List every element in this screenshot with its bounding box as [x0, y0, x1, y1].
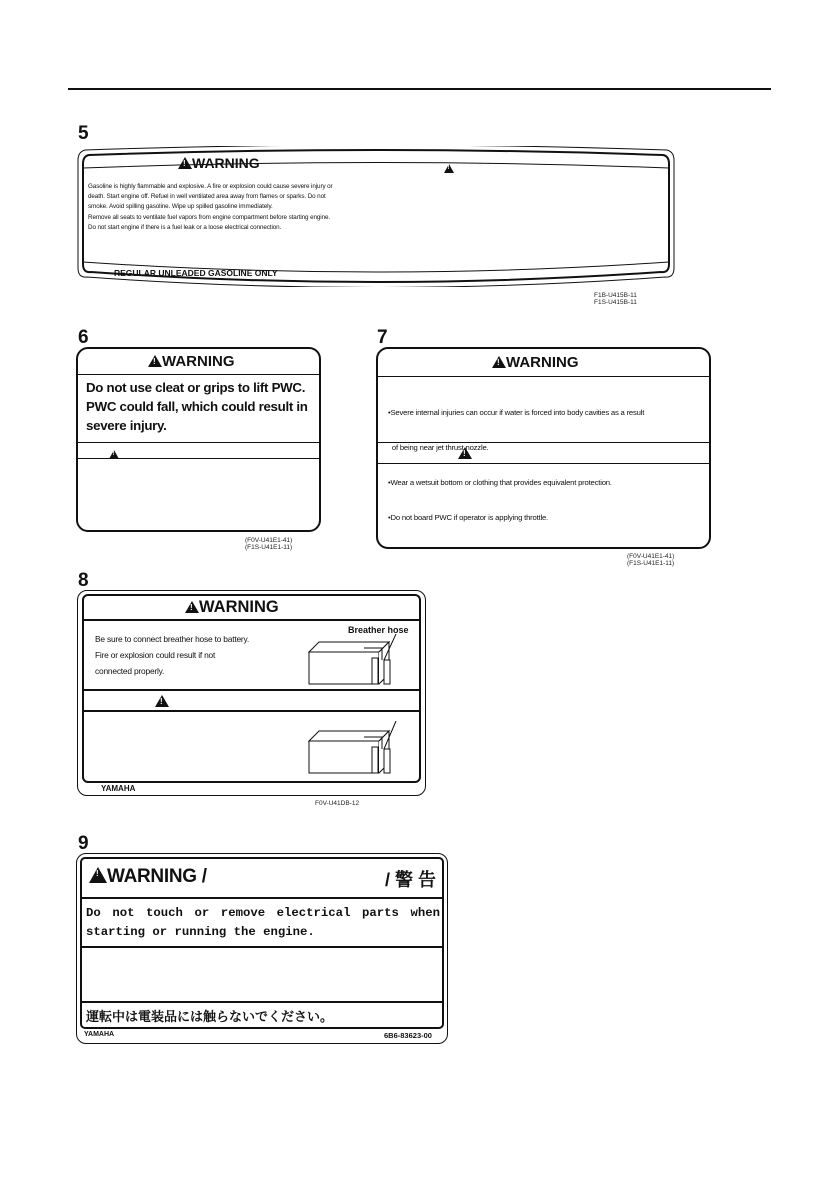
label-9-brand: YAMAHA	[84, 1031, 115, 1038]
part-code: (F1S-U41E1-11)	[245, 544, 293, 551]
warning-triangle-icon	[458, 447, 472, 459]
label-7-jet-thrust-warning	[376, 347, 711, 549]
label-7-secondary-heading	[458, 445, 472, 463]
part-code: F1S-U415B-11	[594, 299, 637, 306]
part-code: (F0V-U41E1-41)	[627, 553, 675, 560]
label-6-body-line: PWC could fall, which could result in	[86, 399, 308, 414]
label-9-body	[86, 904, 440, 942]
warning-triangle-icon	[444, 164, 454, 173]
label-7-body	[388, 384, 710, 546]
label-8-heading: !WARNING	[185, 598, 279, 617]
label-9-body-line: Do not touch or remove electrical parts when	[86, 906, 440, 920]
label-5-body-line: death. Start engine off. Refuel in well ventilated area away from flames or sparks. Do not	[88, 193, 326, 201]
label-8-body-line: Be sure to connect breather hose to battery.	[95, 634, 249, 644]
label-7-body-line: •Wear a wetsuit bottom or clothing that provides equivalent protection.	[388, 477, 612, 487]
divider	[378, 463, 709, 464]
label-5-number: 5	[78, 123, 89, 144]
label-8-number: 8	[78, 570, 89, 591]
label-7-body-line: •Severe internal injuries can occur if water is forced into body cavities as a result	[388, 408, 645, 418]
divider	[84, 689, 419, 691]
warning-triangle-icon	[492, 356, 506, 368]
label-5-heading: !WARNING	[178, 155, 260, 171]
label-8-brand: YAMAHA	[101, 784, 136, 793]
label-5-secondary-heading	[444, 159, 454, 177]
label-9-code: 6B6-83623-00	[384, 1031, 432, 1040]
label-6-cleat-warning	[76, 347, 321, 532]
label-5-body-line: Gasoline is highly flammable and explosive. A fire or explosion could cause severe injury or	[88, 183, 333, 190]
label-5-body-line: smoke. Avoid spilling gasoline. Wipe up spilled gasoline immediately.	[88, 203, 273, 211]
label-8-body-line: connected properly.	[95, 666, 165, 676]
label-6-body	[86, 378, 314, 435]
divider	[378, 442, 709, 443]
divider	[378, 376, 709, 377]
divider	[82, 897, 442, 899]
warning-triangle-icon	[155, 695, 169, 707]
divider	[82, 946, 442, 948]
label-9-body-line: starting or running the engine.	[86, 925, 315, 939]
label-5-gasoline-warning	[77, 146, 675, 287]
label-6-secondary-heading	[109, 445, 119, 463]
label-6-body-line: severe injury.	[86, 418, 167, 433]
label-9-number: 9	[78, 833, 89, 854]
label-5-footer: REGULAR UNLEADED GASOLINE ONLY	[114, 268, 278, 278]
label-7-body-line: •Do not board PWC if operator is applying throttle.	[388, 512, 548, 522]
divider	[78, 458, 319, 459]
label-7-body-line: of being near jet thrust nozzle.	[388, 442, 489, 452]
label-5-body-line: Remove all seats to ventilate fuel vapors from engine compartment before starting engine.	[88, 213, 331, 221]
label-6-number: 6	[78, 327, 89, 348]
label-9-japanese-text: 運転中は電装品には触らないでください。	[86, 1010, 334, 1025]
label-8-breather-hose-warning	[82, 594, 421, 783]
label-7-number: 7	[377, 327, 388, 348]
page-top-rule	[68, 88, 771, 90]
breather-hose-callout: Breather hose	[348, 625, 409, 635]
label-5-codes	[594, 292, 637, 306]
label-7-codes	[627, 553, 674, 567]
warning-triangle-icon	[148, 355, 162, 367]
label-8-body	[95, 631, 310, 679]
divider	[78, 442, 319, 443]
part-code: (F0V-U41E1-41)	[245, 537, 293, 544]
label-6-body-line: Do not use cleat or grips to lift PWC.	[86, 380, 306, 395]
label-5-body-line: Do not start engine if there is a fuel leak or a loose electrical connection.	[88, 223, 282, 231]
divider	[78, 374, 319, 375]
warning-triangle-icon	[178, 157, 192, 169]
label-8-secondary-heading	[155, 693, 169, 711]
battery-diagram-icon	[304, 721, 414, 776]
label-9-electrical-warning	[80, 857, 444, 1029]
label-9-heading-japanese: / 警 告	[384, 870, 436, 890]
label-5-body	[88, 182, 378, 233]
label-7-heading: !WARNING	[492, 354, 579, 371]
label-9-heading: !WARNING /	[89, 866, 207, 888]
warning-triangle-icon	[89, 867, 107, 883]
part-code: (F1S-U41E1-11)	[627, 560, 675, 567]
divider	[84, 710, 419, 712]
part-code: F1B-U415B-11	[594, 292, 637, 299]
warning-triangle-icon	[185, 601, 199, 613]
label-8-body-line: Fire or explosion could result if not	[95, 650, 216, 660]
label-6-heading: !WARNING	[148, 353, 235, 370]
label-6-codes	[245, 537, 292, 551]
divider	[82, 1001, 442, 1003]
divider	[84, 619, 419, 621]
battery-diagram-icon	[304, 634, 414, 686]
label-8-code: F0V-U41DB-12	[315, 800, 360, 807]
